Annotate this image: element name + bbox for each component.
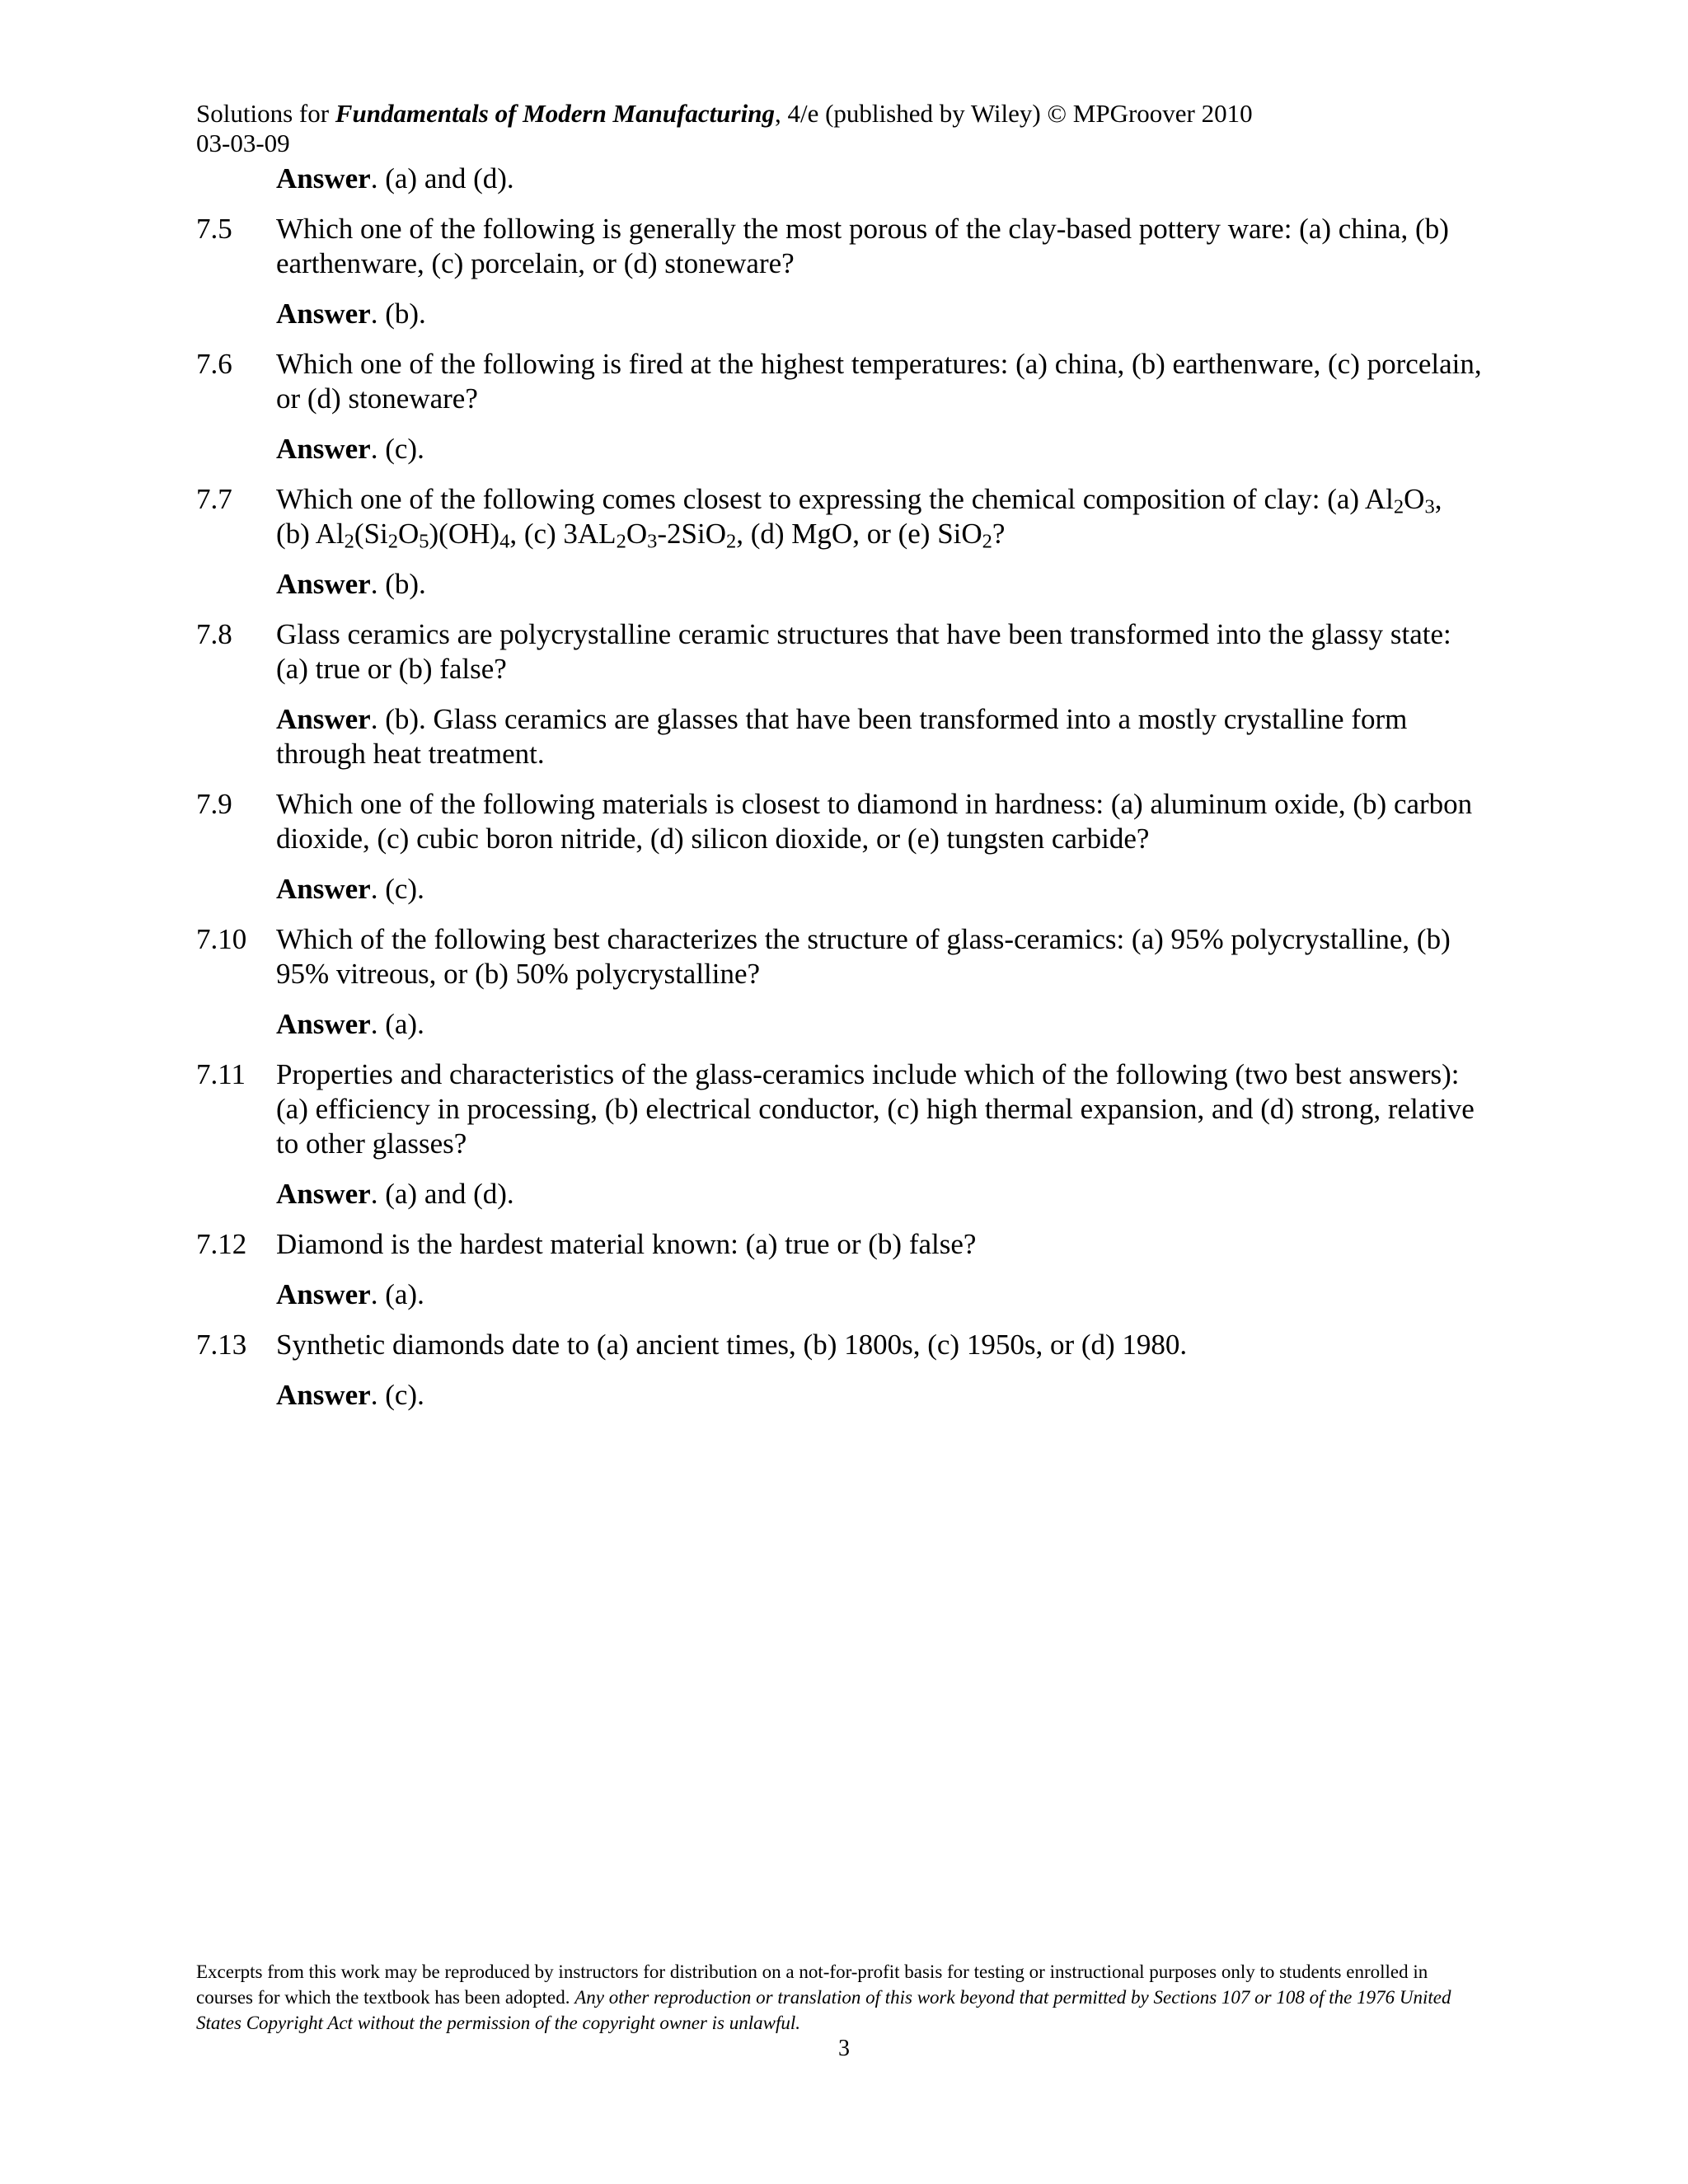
question-item <box>196 482 1482 602</box>
answer-label: Answer <box>276 1278 371 1310</box>
question-item <box>196 617 1482 771</box>
answer-text: . (a) and (d). <box>370 162 514 194</box>
answer-label: Answer <box>276 162 371 194</box>
answer-text: . (c). <box>370 433 424 465</box>
text-segment: Which one of the following comes closest to expressing the chemical composition of clay: (a) Al <box>276 483 1394 515</box>
answer-label: Answer <box>276 568 371 600</box>
question-text: Which one of the following materials is closest to diamond in hardness: (a) aluminum oxide, (b) carbon dioxide, (c) cubic boron nitride, (d) silicon dioxide, or (e) tungsten carbide? <box>276 788 1473 855</box>
subscript: 5 <box>419 530 429 553</box>
question-number: 7.6 <box>196 348 232 380</box>
question-number: 7.9 <box>196 788 232 820</box>
question-text: Which one of the following is generally the most porous of the clay-based pottery ware: (a) china, (b) earthenware, (c) porcelain, or (d) stoneware? <box>276 213 1449 279</box>
answer <box>276 567 1482 602</box>
text-segment: O <box>398 518 420 550</box>
question-item <box>196 787 1482 907</box>
answer-label: Answer <box>276 1008 371 1040</box>
header-line <box>196 99 1253 129</box>
question-number: 7.11 <box>196 1058 246 1090</box>
text-segment: ? <box>992 518 1006 550</box>
answer <box>276 702 1482 771</box>
subscript: 2 <box>344 530 354 553</box>
subscript: 2 <box>616 530 626 553</box>
subscript: 2 <box>1393 495 1404 518</box>
answer-label: Answer <box>276 873 371 905</box>
qa-content <box>196 162 1482 1428</box>
answer <box>276 1378 1482 1413</box>
text-segment: , (b) Al <box>276 483 1442 550</box>
question-number: 7.12 <box>196 1228 247 1260</box>
question-text-chemical <box>276 482 1482 551</box>
question-text: Properties and characteristics of the glass-ceramics include which of the following (two best answers): (a) efficiency in processing, (b) electrical conductor, (c) high thermal expansion, and (d) strong, relative to other glasses? <box>276 1058 1475 1160</box>
answer <box>276 432 1482 466</box>
header-prefix: Solutions for <box>196 99 335 128</box>
answer-text: . (a). <box>370 1008 424 1040</box>
question-item <box>196 1057 1482 1212</box>
subscript: 3 <box>647 530 658 553</box>
text-segment: (Si <box>354 518 388 550</box>
question-text: Diamond is the hardest material known: (a) true or (b) false? <box>276 1228 977 1260</box>
text-segment: )(OH) <box>429 518 500 550</box>
question-text: Which one of the following is fired at the highest temperatures: (a) china, (b) earthenware, (c) porcelain, or (d) stoneware? <box>276 348 1482 415</box>
text-segment: O <box>1404 483 1425 515</box>
question-item <box>196 922 1482 1042</box>
answer-text: . (a). <box>370 1278 424 1310</box>
subscript: 4 <box>499 530 510 553</box>
question-text: Synthetic diamonds date to (a) ancient times, (b) 1800s, (c) 1950s, or (d) 1980. <box>276 1329 1188 1361</box>
answer-text: . (b). Glass ceramics are glasses that have been transformed into a mostly crystalline form through heat treatment. <box>276 703 1408 770</box>
text-segment: -2SiO <box>657 518 726 550</box>
header-suffix: , 4/e (published by Wiley) © MPGroover 2010 <box>774 99 1253 128</box>
answer <box>276 872 1482 907</box>
page-header <box>196 99 1253 158</box>
page-number: 3 <box>838 2036 850 2061</box>
question-number: 7.8 <box>196 618 232 650</box>
subscript: 2 <box>982 530 992 553</box>
answer-text: . (c). <box>370 873 424 905</box>
text-segment: , (c) 3AL <box>509 518 617 550</box>
answer-label: Answer <box>276 1178 371 1210</box>
answer-text: . (a) and (d). <box>370 1178 514 1210</box>
question-number: 7.5 <box>196 213 232 245</box>
question-number: 7.13 <box>196 1329 247 1361</box>
question-item <box>196 347 1482 466</box>
answer <box>276 1277 1482 1312</box>
question-number: 7.10 <box>196 923 247 955</box>
book-title: Fundamentals of Modern Manufacturing <box>335 99 775 128</box>
answer-label: Answer <box>276 433 371 465</box>
question-item <box>196 1328 1482 1413</box>
subscript: 2 <box>725 530 737 553</box>
answer-text: . (b). <box>370 568 426 600</box>
answer <box>276 1007 1482 1042</box>
text-segment: O <box>626 518 648 550</box>
answer-text: . (c). <box>370 1379 424 1411</box>
copyright-footer <box>196 1959 1482 2036</box>
text-segment: , (d) MgO, or (e) SiO <box>736 518 982 550</box>
answer-label: Answer <box>276 298 371 330</box>
question-item <box>196 212 1482 331</box>
question-text: Glass ceramics are polycrystalline ceramic structures that have been transformed into the glassy state: (a) true or (b) false? <box>276 618 1451 685</box>
continued-answer <box>276 162 1482 196</box>
subscript: 3 <box>1424 495 1435 518</box>
question-text: Which of the following best characterizes the structure of glass-ceramics: (a) 95% polycrystalline, (b) 95% vitreous, or (b) 50% polycrystalline? <box>276 923 1451 990</box>
answer-label: Answer <box>276 1379 371 1411</box>
question-item <box>196 1227 1482 1312</box>
footer-notice: Excerpts from this work may be reproduced by instructors for distribution on a not-for-profit basis for testing or instructional purposes only to students enrolled in courses for which the textbook has been adopted. <box>196 1961 1428 2008</box>
answer-label: Answer <box>276 703 371 735</box>
answer <box>276 297 1482 331</box>
answer <box>276 1177 1482 1212</box>
footer-legal-notice: Any other reproduction or translation of this work beyond that permitted by Sections 107 or 108 of the 1976 United States Copyright Act without the permission of the copyright owner is unlawful. <box>196 1987 1451 2033</box>
header-date: 03-03-09 <box>196 129 290 157</box>
question-number: 7.7 <box>196 483 232 515</box>
answer-text: . (b). <box>370 298 426 330</box>
subscript: 2 <box>387 530 398 553</box>
